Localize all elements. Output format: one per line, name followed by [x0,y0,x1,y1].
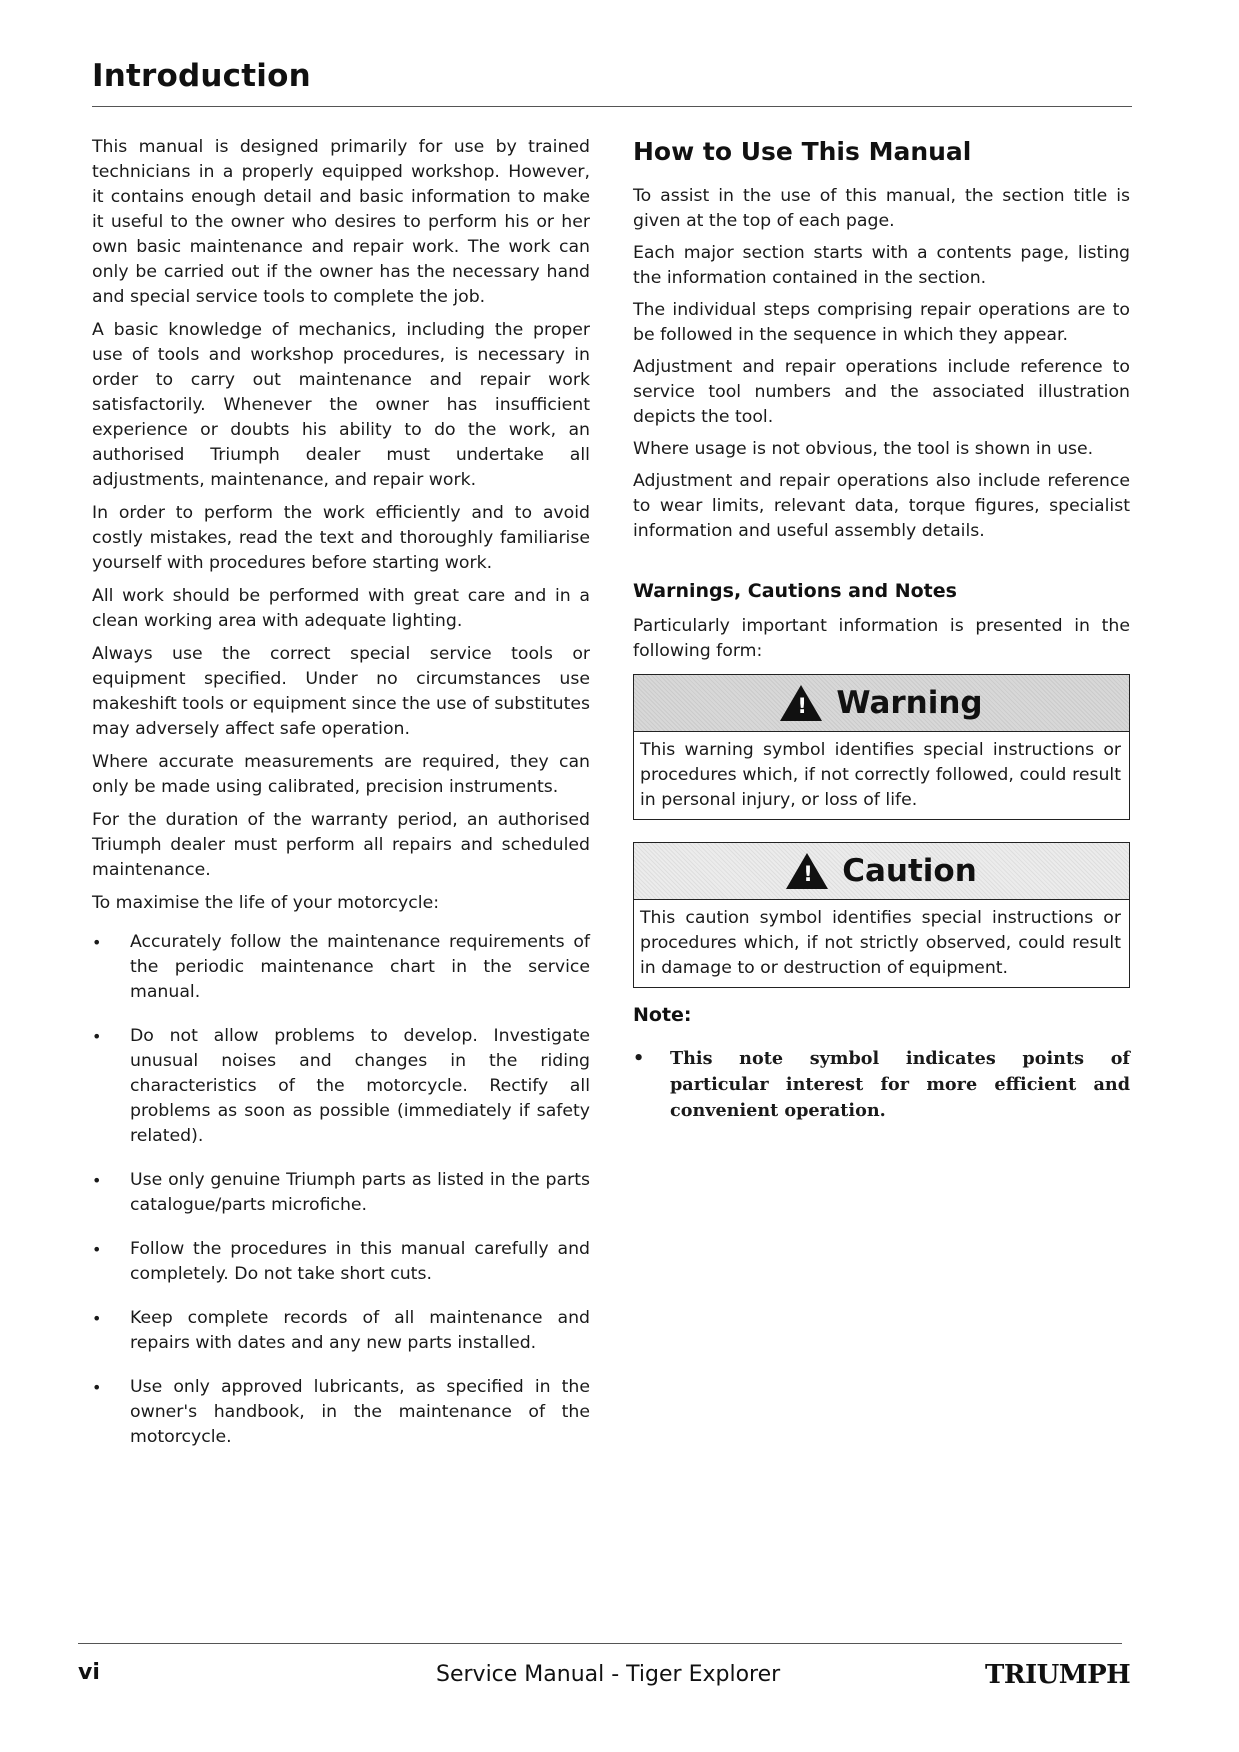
caution-label: Caution [842,853,977,889]
section-heading: How to Use This Manual [633,137,972,166]
warning-box [633,674,1130,820]
page-title: Introduction [92,58,311,94]
warning-header [634,675,1129,732]
left-column [92,135,590,1469]
note-heading: Note: [633,1004,692,1026]
intro-paragraph: A basic knowledge of mechanics, including the proper use of tools and workshop procedures, is necessary in order to carry out maintenance and repair work satisfactorily. Whenever the owner has insufficient experience or doubts his ability to do the work, an authorised Triumph dealer must undertake all adjustments, maintenance, and repair work. [92,320,590,490]
list-item: • Accurately follow the maintenance requirements of the periodic maintenance chart in the service manual. [92,930,590,1005]
list-item: • Use only approved lubricants, as specified in the owner's handbook, in the maintenance of the motorcycle. [92,1375,590,1450]
brand-logo: TRIUMPH [985,1660,1131,1690]
usage-paragraph: Adjustment and repair operations include reference to service tool numbers and the associated illustration depicts the tool. [633,357,1130,427]
page-number: vi [78,1660,100,1685]
subsection-heading: Warnings, Cautions and Notes [633,580,957,602]
intro-paragraph: This manual is designed primarily for use by trained technicians in a properly equipped workshop. However, it contains enough detail and basic information to make it useful to the owner who desires to perform his or her own basic maintenance and repair work. The work can only be carried out if the owner has the necessary hand and special service tools to complete the job. [92,137,590,307]
intro-paragraph: Always use the correct special service tools or equipment specified. Under no circumstances use makeshift tools or equipment since the use of substitutes may adversely affect safe operation. [92,644,590,739]
caution-text: This caution symbol identifies special instructions or procedures which, if not strictly observed, could result in damage to or destruction of equipment. [640,908,1121,978]
intro-paragraph: Where accurate measurements are required, they can only be made using calibrated, precision instruments. [92,752,590,797]
callout-intro: Particularly important information is presented in the following form: [633,616,1130,661]
usage-paragraph: The individual steps comprising repair operations are to be followed in the sequence in which they appear. [633,300,1130,345]
intro-paragraph: In order to perform the work efficiently and to avoid costly mistakes, read the text and thoroughly familiarise yourself with procedures before starting work. [92,503,590,573]
warning-label: Warning [836,685,983,721]
list-item: • Use only genuine Triumph parts as listed in the parts catalogue/parts microfiche. [92,1168,590,1218]
usage-paragraph: Adjustment and repair operations also include reference to wear limits, relevant data, torque figures, specialist information and useful assembly details. [633,471,1130,541]
warning-text: This warning symbol identifies special instructions or procedures which, if not correctly followed, could result in personal injury, or loss of life. [640,740,1121,810]
list-item: • Follow the procedures in this manual carefully and completely. Do not take short cuts. [92,1237,590,1287]
note-list [633,1046,1130,1124]
caution-box [633,842,1130,988]
caution-header [634,843,1129,900]
list-item: • Do not allow problems to develop. Investigate unusual noises and changes in the riding characteristics of the motorcycle. Rectify all problems as soon as possible (immediately if safety related). [92,1024,590,1149]
header-divider [92,106,1132,107]
footer-title: Service Manual - Tiger Explorer [436,1662,781,1687]
footer-divider [78,1643,1122,1644]
list-item: • Keep complete records of all maintenance and repairs with dates and any new parts installed. [92,1306,590,1356]
intro-paragraph: To maximise the life of your motorcycle: [92,893,440,913]
usage-paragraph: Where usage is not obvious, the tool is shown in use. [633,439,1094,459]
usage-paragraph: Each major section starts with a contents page, listing the information contained in the section. [633,243,1130,288]
usage-paragraph: To assist in the use of this manual, the section title is given at the top of each page. [633,186,1130,231]
intro-paragraph: All work should be performed with great care and in a clean working area with adequate lighting. [92,586,590,631]
right-column [633,135,1130,1124]
warning-triangle-icon: ! [780,685,822,721]
note-text: • This note symbol indicates points of particular interest for more efficient and convenient operation. [633,1046,1130,1124]
warning-triangle-icon: ! [786,853,828,889]
intro-paragraph: For the duration of the warranty period, an authorised Triumph dealer must perform all repairs and scheduled maintenance. [92,810,590,880]
maintenance-tips-list [92,930,590,1450]
